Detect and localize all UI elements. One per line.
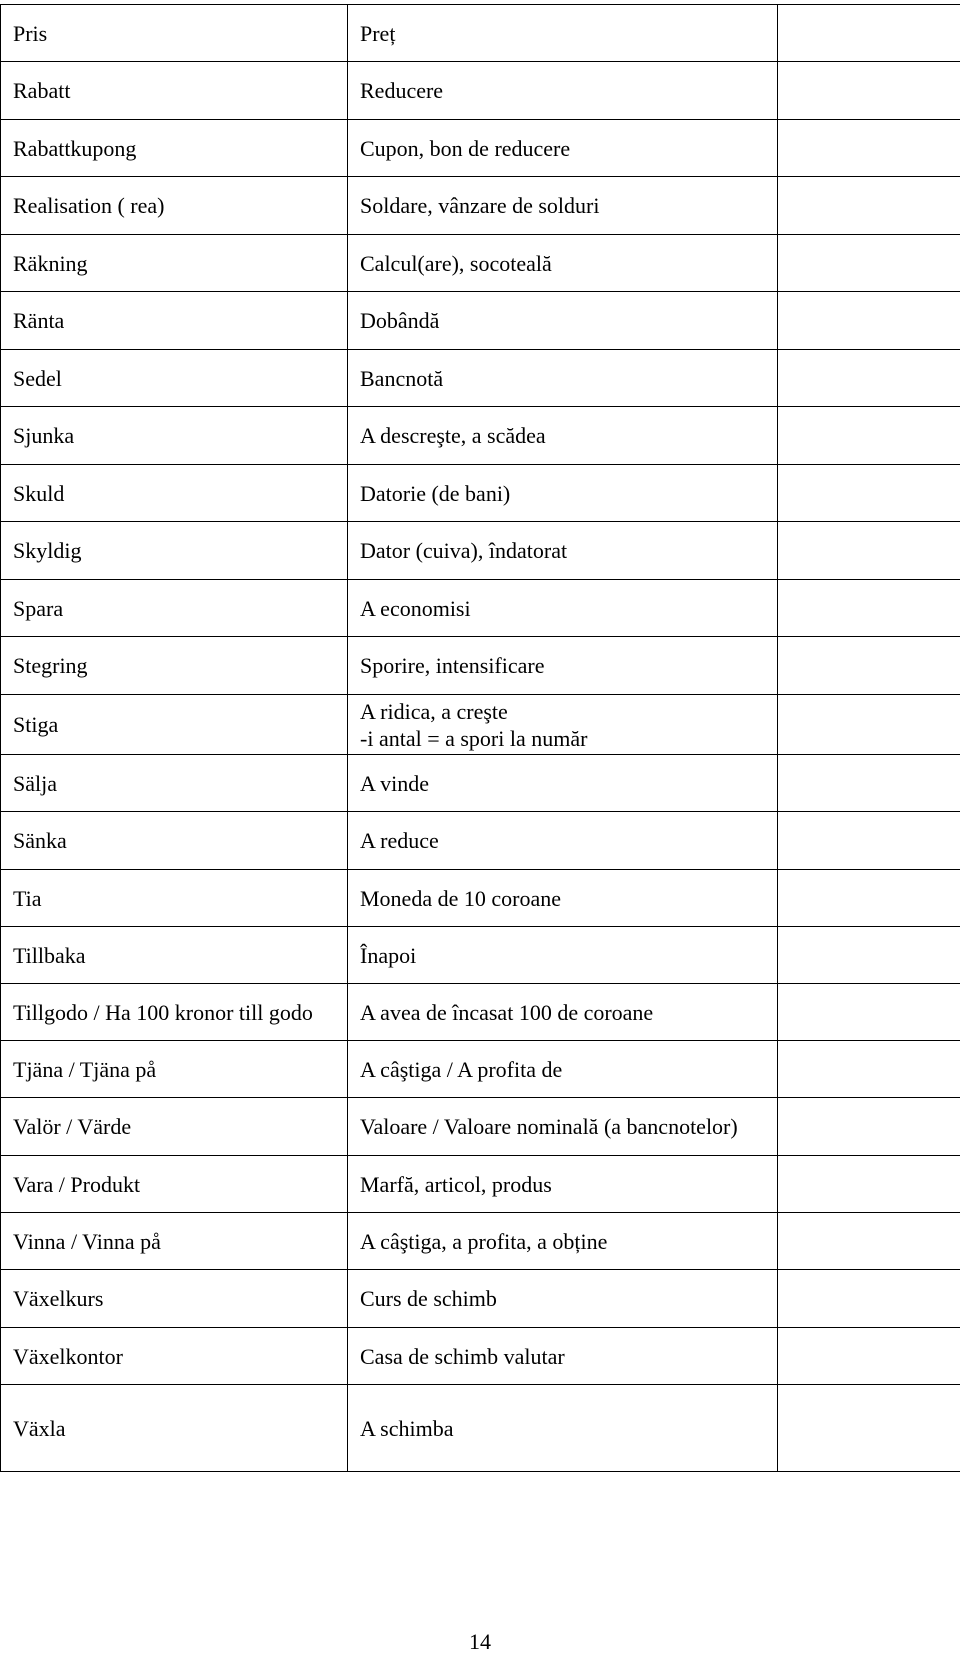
- translation-line: Înapoi: [360, 942, 417, 968]
- glossary-row: [1, 465, 960, 522]
- romanian-translation: [348, 755, 778, 812]
- romanian-translation: [348, 292, 778, 350]
- glossary-row: [1, 580, 960, 637]
- swedish-term: Sälja: [1, 755, 348, 812]
- empty-cell: [778, 62, 960, 120]
- translation-line: Dobândă: [360, 308, 440, 333]
- swedish-term: Växelkurs: [1, 1270, 348, 1328]
- empty-cell: [778, 177, 960, 235]
- romanian-translation: [348, 927, 778, 984]
- empty-cell: [778, 522, 960, 580]
- glossary-row: [1, 522, 960, 580]
- swedish-term: Räkning: [1, 235, 348, 292]
- glossary-row: [1, 1041, 960, 1098]
- swedish-term: Vara / Produkt: [1, 1156, 348, 1213]
- romanian-translation: [348, 407, 778, 465]
- swedish-term: Vinna / Vinna på: [1, 1213, 348, 1270]
- translation-line: A schimba: [360, 1415, 454, 1441]
- translation-line: A descreşte, a scădea: [360, 423, 546, 448]
- translation-line: Dator (cuiva), îndatorat: [360, 538, 568, 563]
- swedish-term: Växla: [1, 1385, 348, 1472]
- glossary-row: [1, 5, 960, 62]
- glossary-row: [1, 1385, 960, 1472]
- swedish-term: Tillbaka: [1, 927, 348, 984]
- romanian-translation: [348, 637, 778, 695]
- romanian-translation: [348, 5, 778, 62]
- romanian-translation: [348, 350, 778, 407]
- glossary-row: [1, 1213, 960, 1270]
- swedish-term: Tia: [1, 870, 348, 927]
- romanian-translation: [348, 1041, 778, 1098]
- swedish-term: Ränta: [1, 292, 348, 350]
- empty-cell: [778, 407, 960, 465]
- glossary-row: [1, 407, 960, 465]
- glossary-row: [1, 177, 960, 235]
- glossary-row: [1, 1156, 960, 1213]
- romanian-translation: [348, 580, 778, 637]
- swedish-term: Skuld: [1, 465, 348, 522]
- translation-line: Marfă, articol, produs: [360, 1171, 552, 1197]
- swedish-term: Växelkontor: [1, 1328, 348, 1385]
- romanian-translation: [348, 1213, 778, 1270]
- glossary-row: [1, 120, 960, 177]
- romanian-translation: [348, 1098, 778, 1156]
- romanian-translation: [348, 812, 778, 870]
- romanian-translation: [348, 235, 778, 292]
- translation-line: Moneda de 10 coroane: [360, 885, 561, 911]
- translation-line: A reduce: [360, 828, 439, 853]
- empty-cell: [778, 1385, 960, 1472]
- romanian-translation: [348, 984, 778, 1041]
- glossary-row: [1, 755, 960, 812]
- translation-line: A economisi: [360, 595, 471, 621]
- translation-line: A ridica, a creşte: [360, 698, 508, 724]
- glossary-row: [1, 350, 960, 407]
- empty-cell: [778, 870, 960, 927]
- glossary-row: [1, 984, 960, 1041]
- translation-line: A câştiga / A profita de: [360, 1056, 563, 1082]
- translation-line: A câştiga, a profita, a obține: [360, 1228, 608, 1254]
- romanian-translation: [348, 870, 778, 927]
- swedish-term: Pris: [1, 5, 348, 62]
- romanian-translation: [348, 1328, 778, 1385]
- translation-line: Bancnotă: [360, 365, 444, 391]
- glossary-row: [1, 1328, 960, 1385]
- empty-cell: [778, 1098, 960, 1156]
- empty-cell: [778, 695, 960, 755]
- romanian-translation: [348, 1156, 778, 1213]
- empty-cell: [778, 637, 960, 695]
- translation-line: Calcul(are), socoteală: [360, 250, 552, 276]
- glossary-row: [1, 1270, 960, 1328]
- romanian-translation: [348, 120, 778, 177]
- translation-line: Sporire, intensificare: [360, 653, 545, 678]
- romanian-translation: [348, 1270, 778, 1328]
- glossary-table: [0, 4, 960, 1472]
- romanian-translation: [348, 522, 778, 580]
- glossary-row: [1, 927, 960, 984]
- translation-line: Preț: [360, 20, 396, 46]
- empty-cell: [778, 292, 960, 350]
- swedish-term: Spara: [1, 580, 348, 637]
- empty-cell: [778, 235, 960, 292]
- swedish-term: Skyldig: [1, 522, 348, 580]
- swedish-term: Sänka: [1, 812, 348, 870]
- empty-cell: [778, 580, 960, 637]
- glossary-row: [1, 870, 960, 927]
- translation-line: -i antal = a spori la număr: [360, 725, 588, 751]
- empty-cell: [778, 120, 960, 177]
- empty-cell: [778, 1041, 960, 1098]
- glossary-row: [1, 292, 960, 350]
- translation-line: A vinde: [360, 770, 430, 796]
- glossary-row: [1, 695, 960, 755]
- translation-line: Datorie (de bani): [360, 480, 511, 506]
- romanian-translation: [348, 1385, 778, 1472]
- translation-line: Cupon, bon de reducere: [360, 135, 571, 161]
- empty-cell: [778, 1156, 960, 1213]
- swedish-term: Rabatt: [1, 62, 348, 120]
- translation-line: Reducere: [360, 78, 444, 103]
- glossary-row: [1, 235, 960, 292]
- swedish-term: Stegring: [1, 637, 348, 695]
- swedish-term: Realisation ( rea): [1, 177, 348, 235]
- glossary-row: [1, 812, 960, 870]
- empty-cell: [778, 5, 960, 62]
- empty-cell: [778, 350, 960, 407]
- romanian-translation: [348, 62, 778, 120]
- empty-cell: [778, 1270, 960, 1328]
- swedish-term: Stiga: [1, 695, 348, 755]
- romanian-translation: [348, 177, 778, 235]
- swedish-term: Tjäna / Tjäna på: [1, 1041, 348, 1098]
- glossary-row: [1, 62, 960, 120]
- translation-line: A avea de încasat 100 de coroane: [360, 999, 654, 1025]
- empty-cell: [778, 1328, 960, 1385]
- empty-cell: [778, 984, 960, 1041]
- empty-cell: [778, 812, 960, 870]
- translation-line: Valoare / Valoare nominală (a bancnotelor): [360, 1114, 738, 1139]
- empty-cell: [778, 755, 960, 812]
- swedish-term: Sedel: [1, 350, 348, 407]
- page-number: 14: [469, 1629, 491, 1654]
- glossary-row: [1, 1098, 960, 1156]
- translation-line: Curs de schimb: [360, 1286, 497, 1311]
- swedish-term: Valör / Värde: [1, 1098, 348, 1156]
- glossary-row: [1, 637, 960, 695]
- translation-line: Casa de schimb valutar: [360, 1343, 565, 1369]
- empty-cell: [778, 1213, 960, 1270]
- swedish-term: Sjunka: [1, 407, 348, 465]
- swedish-term: Tillgodo / Ha 100 kronor till godo: [1, 984, 348, 1041]
- empty-cell: [778, 927, 960, 984]
- empty-cell: [778, 465, 960, 522]
- romanian-translation: [348, 465, 778, 522]
- glossary-body: [1, 5, 960, 1472]
- translation-line: Soldare, vânzare de solduri: [360, 193, 600, 218]
- swedish-term: Rabattkupong: [1, 120, 348, 177]
- romanian-translation: [348, 695, 778, 755]
